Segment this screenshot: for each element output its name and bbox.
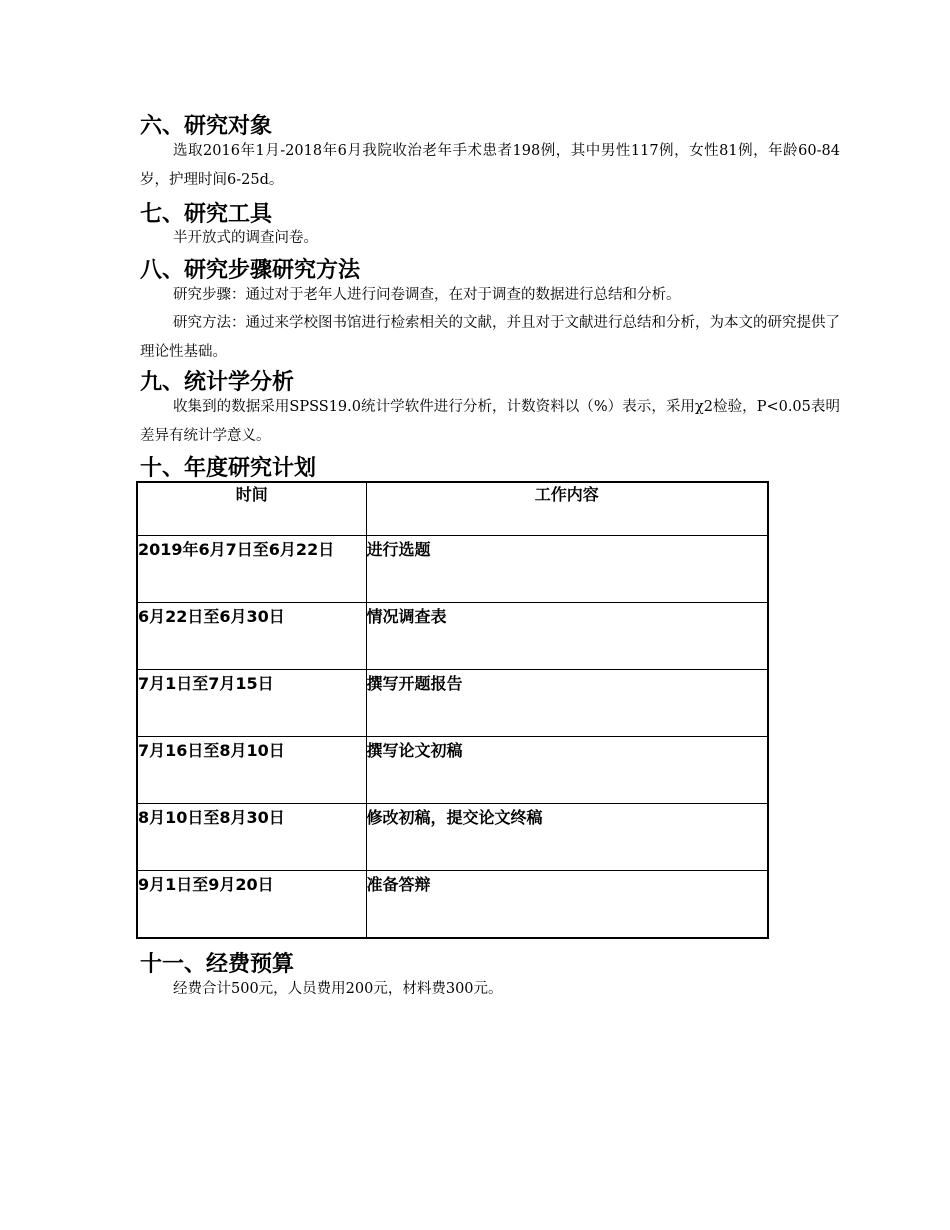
table-row (137, 871, 768, 939)
table-cell-work-content: 进行选题 (366, 536, 768, 603)
table-header-row (137, 482, 768, 536)
section-text-budget: 经费合计500元，人员费用200元，材料费300元。 (173, 981, 503, 997)
section-heading-research-subjects: 六、研究对象 (140, 114, 273, 139)
table-row (137, 737, 768, 804)
section-heading-budget: 十一、经费预算 (140, 952, 295, 977)
table-cell-time: 2019年6月7日至6月22日 (137, 536, 366, 603)
annual-plan-table (136, 481, 769, 939)
table-header-work-content: 工作内容 (366, 482, 768, 536)
section-text-research-methods: 研究方法：通过来学校图书馆进行检索相关的文献，并且对于文献进行总结和分析，为本文的研究提供了理论性基础。 (140, 315, 840, 360)
table-row (137, 603, 768, 670)
section-heading-statistical-analysis: 九、统计学分析 (140, 370, 295, 395)
section-heading-annual-plan: 十、年度研究计划 (140, 456, 317, 481)
table-cell-time: 8月10日至8月30日 (137, 804, 366, 871)
table-cell-time: 7月16日至8月10日 (137, 737, 366, 804)
table-cell-work-content: 修改初稿，提交论文终稿 (366, 804, 768, 871)
table-cell-work-content: 情况调查表 (366, 603, 768, 670)
section-text-research-subjects: 选取2016年1月-2018年6月我院收治老年手术患者198例，其中男性117例，女性81例，年龄60-84岁，护理时间6-25d。 (140, 143, 840, 188)
table-cell-time: 7月1日至7月15日 (137, 670, 366, 737)
section-heading-research-tools: 七、研究工具 (140, 202, 273, 227)
table-row (137, 670, 768, 737)
table-row (137, 536, 768, 603)
table-cell-work-content: 撰写论文初稿 (366, 737, 768, 804)
section-text-research-steps: 研究步骤：通过对于老年人进行问卷调查，在对于调查的数据进行总结和分析。 (173, 287, 681, 303)
table-cell-work-content: 撰写开题报告 (366, 670, 768, 737)
table-row (137, 804, 768, 871)
table-cell-time: 6月22日至6月30日 (137, 603, 366, 670)
section-text-statistical-analysis: 收集到的数据采用SPSS19.0统计学软件进行分析，计数资料以（%）表示，采用χ2检验，P<0.05表明差异有统计学意义。 (140, 399, 840, 444)
table-cell-work-content: 准备答辩 (366, 871, 768, 939)
table-header-time: 时间 (137, 482, 366, 536)
section-text-research-tools: 半开放式的调查问卷。 (173, 230, 318, 246)
section-heading-research-steps-methods: 八、研究步骤研究方法 (140, 258, 361, 283)
table-cell-time: 9月1日至9月20日 (137, 871, 366, 939)
